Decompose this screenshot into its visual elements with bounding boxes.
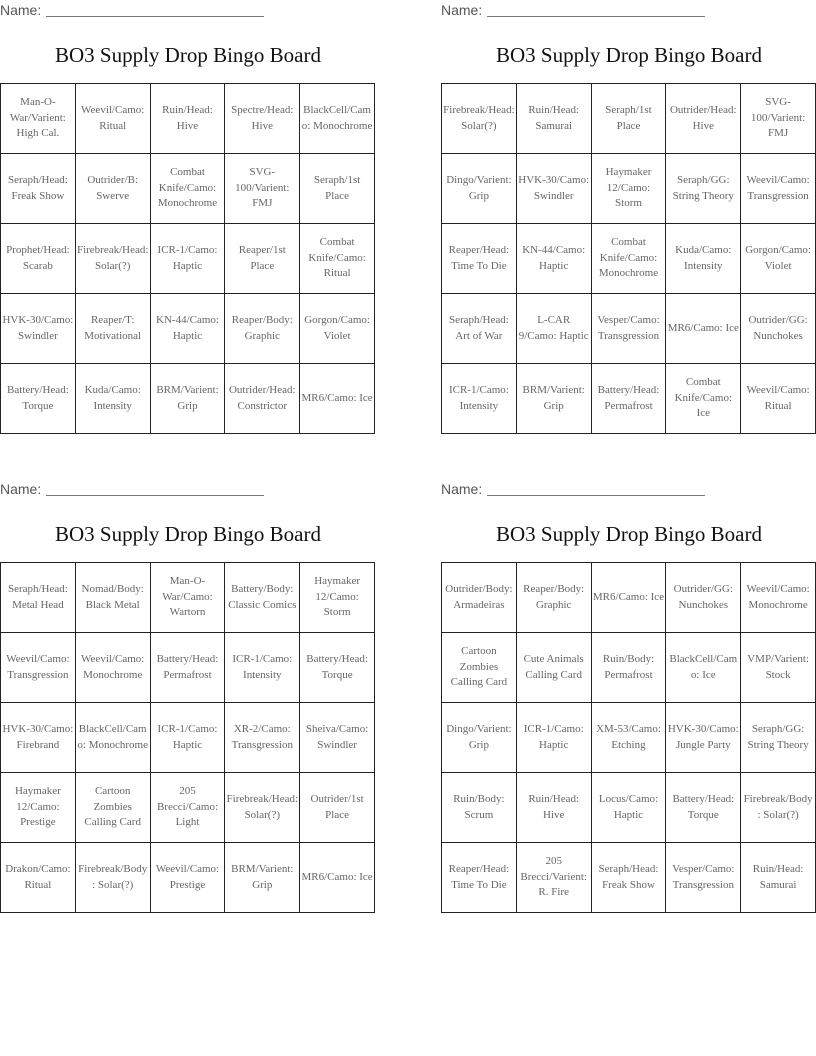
bingo-cell: Outrider/Body: Armadeiras [442, 563, 517, 633]
bingo-cell: Weevil/Camo: Monochrome [741, 563, 816, 633]
name-label: Name: [441, 2, 483, 18]
bingo-cell: Cute Animals Calling Card [517, 633, 592, 703]
bingo-cell: Combat Knife/Camo: Ice [666, 364, 741, 434]
bingo-cell: BRM/Varient: Grip [225, 843, 300, 913]
board-title: BO3 Supply Drop Bingo Board [495, 522, 762, 546]
bingo-cell: Battery/Head: Torque [666, 773, 741, 843]
bingo-cell: ICR-1/Camo: Intensity [225, 633, 300, 703]
bingo-cell: Seraph/1st Place [592, 84, 667, 154]
bingo-cell: Reaper/Body: Graphic [225, 294, 300, 364]
bingo-cell: HVK-30/Camo: Jungle Party [666, 703, 741, 773]
bingo-cell: Seraph/GG: String Theory [741, 703, 816, 773]
bingo-cell: Firebreak/Head: Solar(?) [76, 224, 151, 294]
bingo-cell: Weevil/Camo: Ritual [76, 84, 151, 154]
name-label: Name: [0, 481, 42, 497]
bingo-cell: Haymaker 12/Camo: Storm [592, 154, 667, 224]
bingo-cell: VMP/Varient: Stock [741, 633, 816, 703]
board-title: BO3 Supply Drop Bingo Board [54, 43, 321, 67]
bingo-cell: Ruin/Body: Permafrost [592, 633, 667, 703]
bingo-cell: XR-2/Camo: Transgression [225, 703, 300, 773]
name-field [0, 0, 376, 20]
bingo-cell: Cartoon Zombies Calling Card [442, 633, 517, 703]
name-label: Name: [441, 481, 483, 497]
bingo-cell: Ruin/Head: Hive [517, 773, 592, 843]
bingo-cell: ICR-1/Camo: Haptic [517, 703, 592, 773]
bingo-cell: Weevil/Camo: Ritual [741, 364, 816, 434]
bingo-cell: Battery/Head: Torque [1, 364, 76, 434]
name-field [441, 0, 816, 20]
bingo-cell: Vesper/Camo: Transgression [666, 843, 741, 913]
bingo-cell: Ruin/Body: Scrum [442, 773, 517, 843]
name-field [0, 479, 376, 499]
bingo-cell: KN-44/Camo: Haptic [151, 294, 226, 364]
bingo-cell: Gorgon/Camo: Violet [300, 294, 375, 364]
bingo-cell: Firebreak/Body: Solar(?) [741, 773, 816, 843]
bingo-cell: Weevil/Camo: Prestige [151, 843, 226, 913]
bingo-cell: Prophet/Head: Scarab [1, 224, 76, 294]
bingo-cell: Drakon/Camo: Ritual [1, 843, 76, 913]
name-label: Name: [0, 2, 42, 18]
name-blank-line [46, 1, 264, 17]
bingo-cell: ICR-1/Camo: Haptic [151, 224, 226, 294]
bingo-cell: Seraph/1st Place [300, 154, 375, 224]
bingo-cell: Man-O-War/Varient: High Cal. [1, 84, 76, 154]
bingo-cell: Reaper/1st Place [225, 224, 300, 294]
bingo-cell: Dingo/Varient: Grip [442, 703, 517, 773]
bingo-cell: Weevil/Camo: Transgression [741, 154, 816, 224]
bingo-cell: 205 Brecci/Camo: Light [151, 773, 226, 843]
bingo-cell: Firebreak/Head: Solar(?) [442, 84, 517, 154]
bingo-cell: Kuda/Camo: Intensity [666, 224, 741, 294]
bingo-cell: Spectre/Head: Hive [225, 84, 300, 154]
bingo-cell: XM-53/Camo: Etching [592, 703, 667, 773]
bingo-cell: BlackCell/Camo: Monochrome [76, 703, 151, 773]
bingo-grid [0, 83, 375, 434]
bingo-cell: Reaper/Head: Time To Die [442, 224, 517, 294]
bingo-cell: Seraph/Head: Metal Head [1, 563, 76, 633]
bingo-cell: Outrider/GG: Nunchokes [666, 563, 741, 633]
bingo-cell: Seraph/Head: Freak Show [592, 843, 667, 913]
bingo-cell: Battery/Head: Torque [300, 633, 375, 703]
bingo-cell: Kuda/Camo: Intensity [76, 364, 151, 434]
bingo-cell: Seraph/GG: String Theory [666, 154, 741, 224]
name-blank-line [487, 480, 705, 496]
bingo-cell: 205 Brecci/Varient: R. Fire [517, 843, 592, 913]
bingo-cell: Firebreak/Head: Solar(?) [225, 773, 300, 843]
bingo-cell: L-CAR 9/Camo: Haptic [517, 294, 592, 364]
board-title: BO3 Supply Drop Bingo Board [54, 522, 321, 546]
bingo-cell: Combat Knife/Camo: Monochrome [592, 224, 667, 294]
bingo-cell: Man-O-War/Camo: Wartorn [151, 563, 226, 633]
bingo-cell: MR6/Camo: Ice [300, 843, 375, 913]
bingo-cell: Gorgon/Camo: Violet [741, 224, 816, 294]
bingo-cell: Battery/Body: Classic Comics [225, 563, 300, 633]
bingo-cell: KN-44/Camo: Haptic [517, 224, 592, 294]
name-field [441, 479, 816, 499]
bingo-cell: Reaper/Head: Time To Die [442, 843, 517, 913]
bingo-cell: Outrider/Head: Constrictor [225, 364, 300, 434]
bingo-cell: Locus/Camo: Haptic [592, 773, 667, 843]
bingo-cell: Battery/Head: Permafrost [592, 364, 667, 434]
bingo-cell: Seraph/Head: Art of War [442, 294, 517, 364]
bingo-cell: Outrider/B: Swerve [76, 154, 151, 224]
bingo-cell: Outrider/1st Place [300, 773, 375, 843]
bingo-grid [0, 562, 375, 913]
bingo-cell: SVG-100/Varient: FMJ [225, 154, 300, 224]
bingo-cell: Ruin/Head: Samurai [741, 843, 816, 913]
bingo-cell: Ruin/Head: Hive [151, 84, 226, 154]
bingo-cell: HVK-30/Camo: Firebrand [1, 703, 76, 773]
bingo-cell: Sheiva/Camo: Swindler [300, 703, 375, 773]
bingo-cell: Haymaker 12/Camo: Storm [300, 563, 375, 633]
bingo-cell: Cartoon Zombies Calling Card [76, 773, 151, 843]
bingo-cell: Haymaker 12/Camo: Prestige [1, 773, 76, 843]
bingo-cell: Nomad/Body: Black Metal [76, 563, 151, 633]
board-title: BO3 Supply Drop Bingo Board [495, 43, 762, 67]
bingo-grid [441, 562, 816, 913]
bingo-cell: Weevil/Camo: Transgression [1, 633, 76, 703]
bingo-cell: Firebreak/Body: Solar(?) [76, 843, 151, 913]
bingo-cell: HVK-30/Camo: Swindler [517, 154, 592, 224]
bingo-cell: MR6/Camo: Ice [300, 364, 375, 434]
bingo-cell: Reaper/Body: Graphic [517, 563, 592, 633]
bingo-cell: BlackCell/Camo: Monochrome [300, 84, 375, 154]
bingo-grid [441, 83, 816, 434]
bingo-cell: ICR-1/Camo: Haptic [151, 703, 226, 773]
bingo-cell: Combat Knife/Camo: Monochrome [151, 154, 226, 224]
bingo-cell: Outrider/GG: Nunchokes [741, 294, 816, 364]
bingo-cell: HVK-30/Camo: Swindler [1, 294, 76, 364]
name-blank-line [487, 1, 705, 17]
bingo-cell: BRM/Varient: Grip [517, 364, 592, 434]
bingo-cell: Combat Knife/Camo: Ritual [300, 224, 375, 294]
bingo-cell: Outrider/Head: Hive [666, 84, 741, 154]
bingo-cell: BRM/Varient: Grip [151, 364, 226, 434]
bingo-cell: Ruin/Head: Samurai [517, 84, 592, 154]
bingo-cell: BlackCell/Camo: Ice [666, 633, 741, 703]
bingo-cell: MR6/Camo: Ice [592, 563, 667, 633]
bingo-cell: SVG-100/Varient: FMJ [741, 84, 816, 154]
bingo-cell: ICR-1/Camo: Intensity [442, 364, 517, 434]
bingo-cell: Reaper/T: Motivational [76, 294, 151, 364]
name-blank-line [46, 480, 264, 496]
bingo-cell: MR6/Camo: Ice [666, 294, 741, 364]
bingo-cell: Weevil/Camo: Monochrome [76, 633, 151, 703]
bingo-cell: Seraph/Head: Freak Show [1, 154, 76, 224]
bingo-cell: Battery/Head: Permafrost [151, 633, 226, 703]
bingo-cell: Vesper/Camo: Transgression [592, 294, 667, 364]
bingo-cell: Dingo/Varient: Grip [442, 154, 517, 224]
